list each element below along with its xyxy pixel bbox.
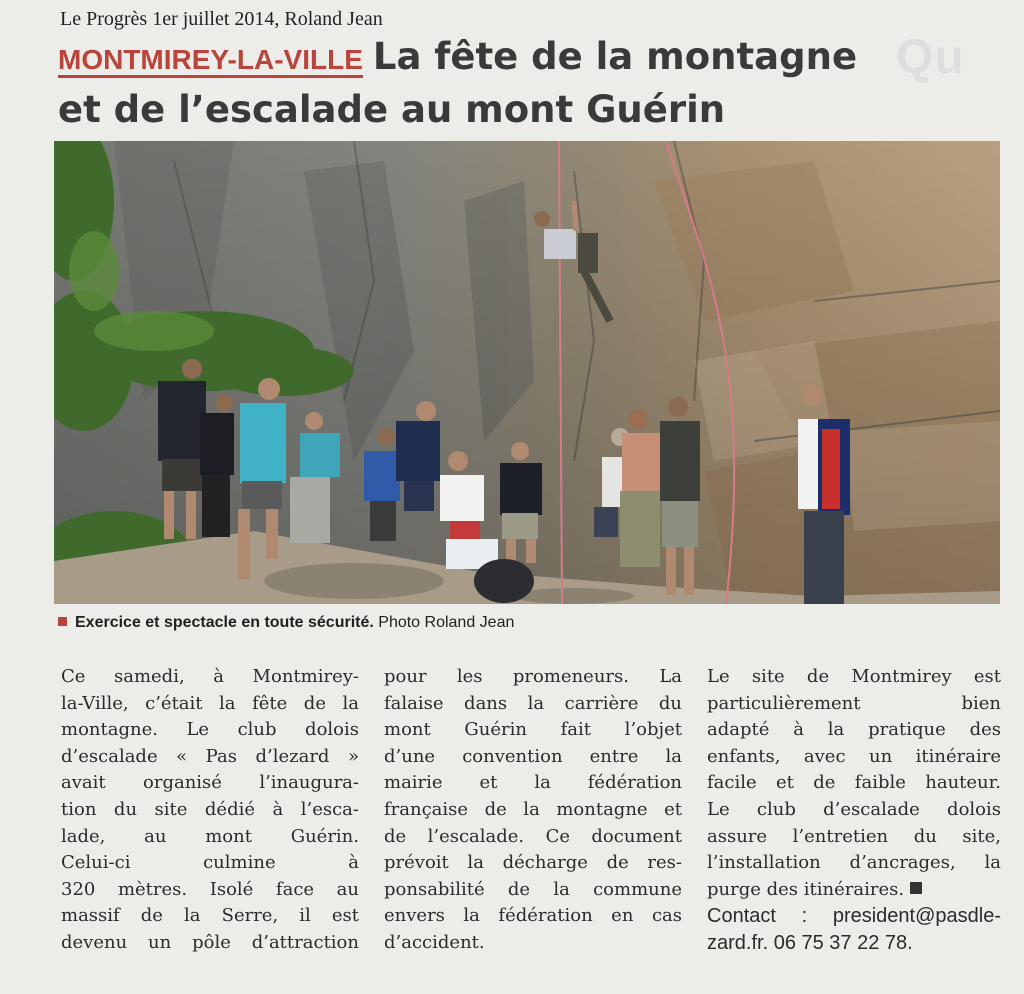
body-line: assure l’entretien du site,	[707, 825, 1001, 847]
body-line: montagne. Le club dolois	[61, 719, 359, 741]
body-line: prévoit la décharge de res-	[384, 852, 682, 874]
kicker-location: MONTMIREY-LA-VILLE	[58, 44, 363, 78]
climbing-photo	[54, 141, 1000, 604]
caption-bullet	[58, 617, 67, 626]
body-line: particulièrement bien	[707, 692, 1001, 714]
photo-caption	[58, 614, 514, 632]
body-line: d’une convention entre la	[384, 745, 682, 767]
body-line: Le club d’escalade dolois	[707, 798, 1001, 820]
caption-text: Exercice et spectacle en toute sécurité.	[75, 614, 374, 631]
contact-line: Contact : president@pasdle-	[707, 905, 1001, 928]
body-line: Le site de Montmirey est	[707, 666, 1001, 687]
body-line: de l’escalade. Ce document	[384, 825, 682, 847]
body-line-end	[707, 877, 1001, 904]
body-line: française de la montagne et	[384, 798, 682, 820]
body-line: 320 mètres. Isolé face au	[61, 878, 359, 900]
body-line: d’accident.	[384, 931, 485, 953]
body-line: massif de la Serre, il est	[61, 905, 359, 927]
body-line: ponsabilité de la commune	[384, 878, 682, 900]
article-column-3	[707, 664, 1001, 957]
body-line: tion du site dédié à l’esca-	[61, 798, 359, 820]
source-line: Le Progrès 1er juillet 2014, Roland Jean	[60, 8, 383, 30]
headline-line-2: et de l’escalade au mont Guérin	[58, 88, 726, 131]
body-line: Celui-ci culmine à	[61, 852, 359, 874]
body-line: lade, au mont Guérin.	[61, 825, 359, 847]
body-line: falaise dans la carrière du	[384, 692, 682, 714]
body-line: d’escalade « Pas d’lezard »	[61, 745, 359, 767]
body-line: adapté à la pratique des	[707, 719, 1001, 741]
body-line: l’installation d’ancrages, la	[707, 852, 1001, 874]
body-line: enfants, avec un itinéraire	[707, 745, 1001, 767]
headline-line-1: La fête de la montagne	[372, 35, 858, 78]
body-line: la-Ville, c’était la fête de la	[61, 692, 359, 714]
body-line: envers la fédération en cas	[384, 905, 682, 927]
contact-line: zard.fr. 06 75 37 22 78.	[707, 931, 913, 954]
body-line: purge des itinéraires.	[707, 878, 905, 900]
article-column-1	[61, 664, 359, 957]
caption-credit: Photo Roland Jean	[378, 614, 515, 631]
body-line: avait organisé l’inaugura-	[61, 772, 359, 794]
body-line: facile et de faible hauteur.	[707, 772, 1001, 794]
body-line: mairie et la fédération	[384, 772, 682, 794]
body-line: devenu un pôle d’attraction	[61, 931, 359, 953]
bleed-through-text: Qu	[896, 31, 965, 84]
headline	[58, 32, 958, 135]
article-column-2	[384, 664, 682, 957]
end-of-article-mark	[910, 882, 922, 894]
body-line: mont Guérin fait l’objet	[384, 719, 682, 741]
body-line: pour les promeneurs. La	[384, 666, 682, 687]
body-line: Ce samedi, à Montmirey-	[61, 666, 359, 687]
